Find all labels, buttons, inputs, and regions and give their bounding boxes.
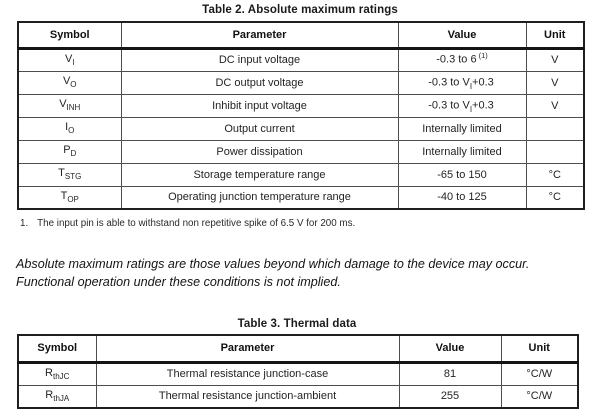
parameter-cell: DC output voltage	[121, 71, 398, 94]
value-text: -40 to 125	[437, 191, 487, 204]
table2-absolute-maximum-ratings	[17, 21, 585, 210]
symbol-base: T	[60, 190, 68, 203]
unit-cell: V	[526, 94, 584, 117]
value-cell	[398, 186, 526, 209]
symbol-base: P	[63, 144, 71, 157]
value-text: -0.3 to V	[428, 99, 470, 112]
symbol-cell	[18, 71, 121, 94]
table2-header-value: Value	[398, 22, 526, 48]
table2-footnote	[20, 218, 355, 229]
unit-cell	[526, 140, 584, 163]
value-cell	[398, 48, 526, 71]
value-text-post: +0.3	[472, 76, 494, 89]
parameter-cell: Output current	[121, 117, 398, 140]
symbol-base: R	[45, 366, 53, 379]
symbol-subscript: O	[70, 80, 77, 90]
symbol-cell	[18, 140, 121, 163]
unit-cell: °C/W	[501, 385, 578, 408]
symbol-subscript: I	[72, 58, 75, 68]
table-row	[18, 385, 578, 408]
value-cell	[398, 117, 526, 140]
table-row	[18, 71, 584, 94]
symbol-cell	[18, 163, 121, 186]
absolute-maximum-ratings-note	[16, 255, 591, 291]
table2-header-row	[18, 22, 584, 48]
symbol-base: V	[64, 52, 73, 65]
table3-header-parameter: Parameter	[96, 335, 399, 362]
value-subscript: I	[469, 81, 473, 91]
parameter-cell: DC input voltage	[121, 48, 398, 71]
value-subscript: I	[469, 104, 473, 114]
table3-title: Table 3. Thermal data	[237, 318, 357, 330]
table3-thermal-data	[17, 334, 579, 409]
parameter-cell: Operating junction temperature range	[121, 186, 398, 209]
table-row	[18, 362, 578, 385]
unit-cell: V	[526, 48, 584, 71]
value-cell	[398, 71, 526, 94]
table2-header-symbol: Symbol	[18, 22, 121, 48]
table-row	[18, 94, 584, 117]
parameter-cell: Power dissipation	[121, 140, 398, 163]
table3-header-value: Value	[399, 335, 501, 362]
symbol-subscript: STG	[64, 172, 82, 182]
unit-cell: °C	[526, 186, 584, 209]
unit-cell: °C/W	[501, 362, 578, 385]
value-text: Internally limited	[422, 145, 502, 158]
symbol-subscript: thJA	[53, 394, 70, 404]
value-text: -0.3 to V	[428, 76, 470, 89]
table3-header-unit: Unit	[501, 335, 578, 362]
symbol-subscript: thJC	[53, 372, 70, 382]
parameter-cell: Thermal resistance junction-case	[96, 362, 399, 385]
symbol-base: I	[65, 121, 69, 134]
symbol-subscript: OP	[67, 195, 79, 205]
parameter-cell: Thermal resistance junction-ambient	[96, 385, 399, 408]
value-cell	[398, 163, 526, 186]
table-row	[18, 48, 584, 71]
unit-cell: V	[526, 71, 584, 94]
symbol-base: T	[58, 167, 65, 180]
note-line-1: Absolute maximum ratings are those values beyond which damage to the device may occur.	[16, 257, 530, 271]
footnote-text: The input pin is able to withstand non repetitive spike of 6.5 V for 200 ms.	[37, 218, 356, 229]
table-row	[18, 163, 584, 186]
table-row	[18, 117, 584, 140]
symbol-base: V	[59, 98, 67, 111]
value-cell	[398, 140, 526, 163]
parameter-cell: Storage temperature range	[121, 163, 398, 186]
table2-header-unit: Unit	[526, 22, 584, 48]
symbol-cell	[18, 117, 121, 140]
symbol-cell	[18, 94, 121, 117]
value-text: -65 to 150	[437, 168, 487, 181]
value-cell: 255	[399, 385, 501, 408]
value-cell: 81	[399, 362, 501, 385]
table-row	[18, 140, 584, 163]
unit-cell: °C	[526, 163, 584, 186]
note-line-2: Functional operation under these conditions is not implied.	[16, 275, 341, 289]
value-text-post: +0.3	[472, 99, 494, 112]
symbol-cell	[18, 362, 96, 385]
symbol-base: V	[62, 75, 71, 88]
table-row	[18, 186, 584, 209]
footnote-number: 1.	[20, 218, 29, 229]
symbol-cell	[18, 48, 121, 71]
unit-cell	[526, 117, 584, 140]
symbol-cell	[18, 186, 121, 209]
table3-header-row	[18, 335, 578, 362]
table3-header-symbol: Symbol	[18, 335, 96, 362]
table2-title: Table 2. Absolute maximum ratings	[202, 4, 398, 16]
symbol-subscript: INH	[66, 103, 81, 113]
value-superscript: (1)	[478, 51, 488, 61]
table2-header-parameter: Parameter	[121, 22, 398, 48]
value-text: Internally limited	[422, 122, 502, 135]
symbol-subscript: O	[68, 126, 75, 136]
symbol-subscript: D	[70, 149, 77, 159]
value-text: -0.3 to 6	[436, 53, 477, 66]
value-cell	[398, 94, 526, 117]
symbol-base: R	[45, 389, 54, 402]
parameter-cell: Inhibit input voltage	[121, 94, 398, 117]
symbol-cell	[18, 385, 96, 408]
